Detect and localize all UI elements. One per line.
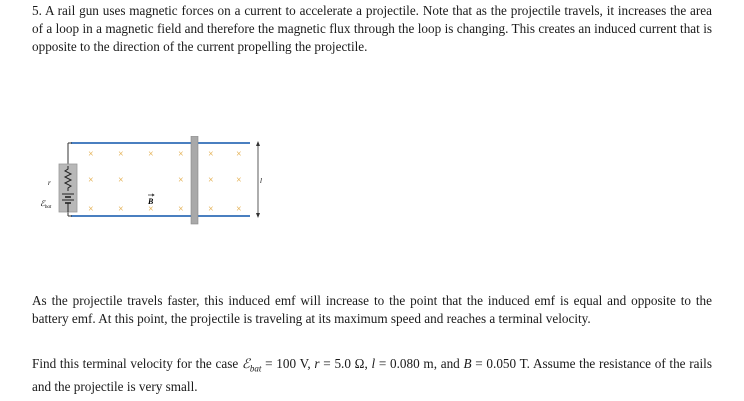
- field-cross-mark: ×: [208, 204, 214, 215]
- resistance-label: r: [48, 179, 51, 187]
- field-cross-mark: ×: [88, 204, 94, 215]
- field-cross-mark: ×: [178, 175, 184, 186]
- field-cross-mark: ×: [236, 149, 242, 160]
- problem-question: Find this terminal velocity for the case ℰ$_{bat}$ = 100 V, r = 5.0 Ω, l = 0.080 m, and B = 0.050 T. Assume the resistance of the rails and the projectile is very small.: [32, 356, 712, 394]
- field-cross-mark: ×: [236, 204, 242, 215]
- length-label: l: [260, 177, 262, 185]
- field-label: B: [148, 197, 154, 206]
- magnetic-field-marks: [88, 149, 242, 215]
- projectile-bar: [191, 136, 198, 224]
- field-cross-mark: ×: [88, 149, 94, 160]
- field-cross-mark: ×: [118, 175, 124, 186]
- field-cross-mark: ×: [88, 175, 94, 186]
- field-cross-mark: ×: [118, 149, 124, 160]
- field-cross-mark: ×: [118, 204, 124, 215]
- problem-intro: 5. A rail gun uses magnetic forces on a current to accelerate a projectile. Note that as the projectile travels, it increases the area of a loop in a magnetic field and therefore the magnetic flux through the loop is changing. This creates an induced current that is opposite to the direction of the current propelling the projectile.: [32, 3, 712, 55]
- field-cross-mark: ×: [208, 175, 214, 186]
- field-cross-mark: ×: [178, 204, 184, 215]
- problem-middle: As the projectile travels faster, this induced emf will increase to the point that the induced emf is equal and opposite to the battery emf. At this point, the projectile is traveling at its maximum speed and reaches a terminal velocity.: [32, 293, 712, 327]
- field-cross-mark: ×: [236, 175, 242, 186]
- field-cross-mark: ×: [178, 149, 184, 160]
- emf-label: ℰ$_{bat}$: [40, 199, 52, 210]
- field-cross-mark: ×: [148, 149, 154, 160]
- field-cross-mark: ×: [208, 149, 214, 160]
- rail-gun-diagram: [30, 136, 280, 228]
- field-cross-mark: ×: [148, 204, 154, 215]
